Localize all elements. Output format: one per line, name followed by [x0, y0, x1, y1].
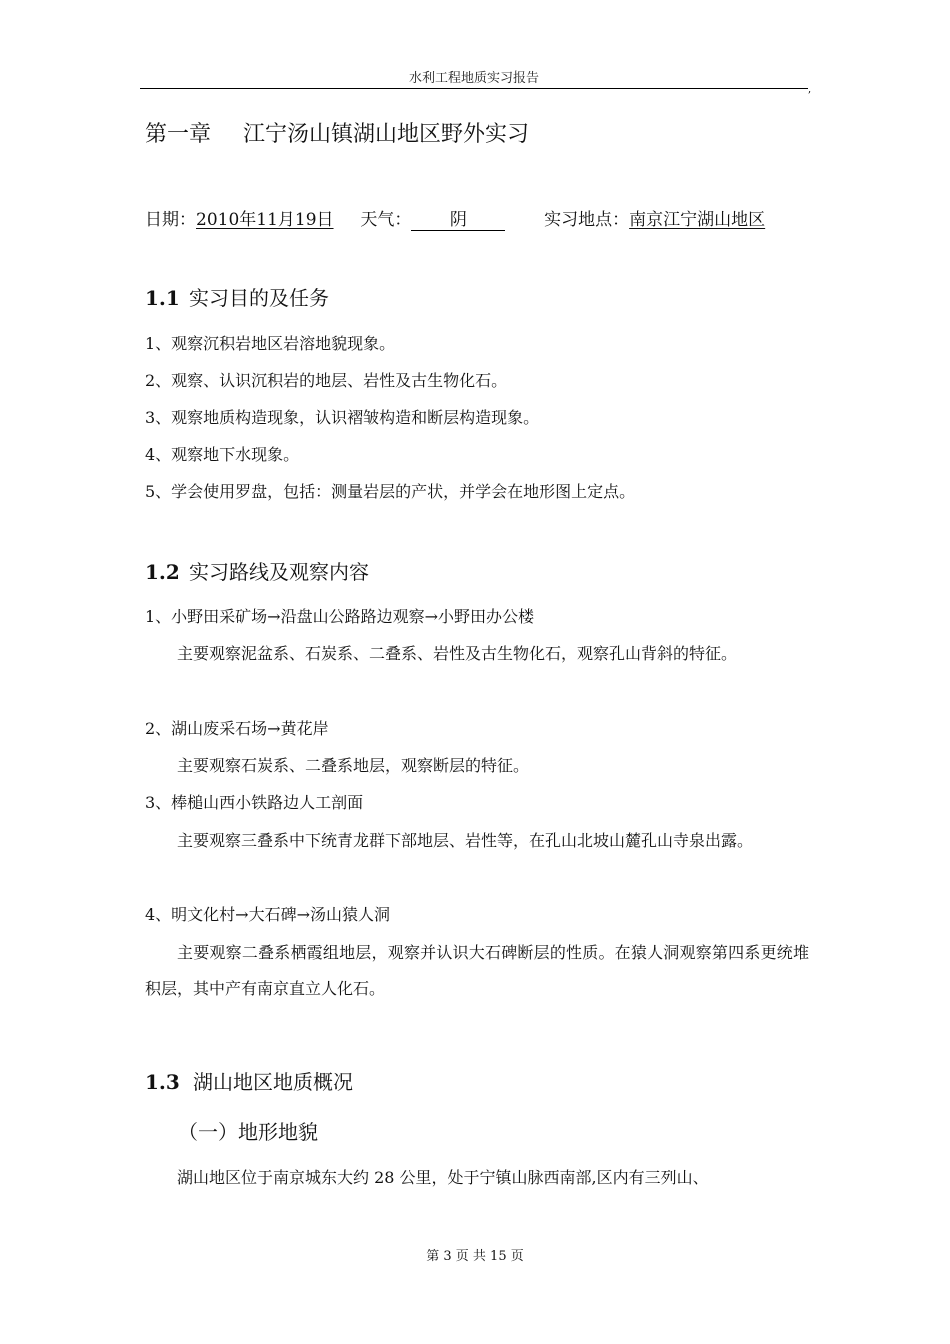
weather-value: 阴 — [411, 210, 505, 231]
route-description: 主要观察二叠系栖霞组地层，观察并认识大石碑断层的性质。在猿人洞观察第四系更统堆积层，其中产有南京直立人化石。 — [145, 943, 809, 998]
chapter-title: 江宁汤山镇湖山地区野外实习 — [243, 122, 530, 147]
section-number: 1.1 — [145, 286, 180, 310]
list-item: 1、观察沉积岩地区岩溶地貌现象。 — [145, 334, 396, 353]
route-item: 1、小野田采矿场→沿盘山公路路边观察→小野田办公楼 — [145, 607, 534, 626]
list-item: 5、学会使用罗盘，包括：测量岩层的产状，并学会在地形图上定点。 — [145, 482, 636, 501]
list-item: 2、观察、认识沉积岩的地层、岩性及古生物化石。 — [145, 371, 508, 390]
route-item: 4、明文化村→大石碑→汤山猿人洞 — [145, 905, 390, 924]
section-heading-1-1 — [145, 284, 329, 312]
section-heading-1-2 — [145, 558, 369, 586]
list-item: 4、观察地下水现象。 — [145, 445, 300, 464]
section-title: 实习路线及观察内容 — [189, 560, 369, 584]
section-title: 湖山地区地质概况 — [193, 1070, 353, 1094]
location-value: 南京江宁湖山地区 — [629, 210, 766, 230]
location-label: 实习地点： — [544, 210, 630, 230]
date-label: 日期： — [145, 210, 196, 230]
date-value: 2010年11月19日 — [196, 210, 334, 230]
route-item: 2、湖山废采石场→黄花岸 — [145, 719, 329, 738]
route-description: 主要观察泥盆系、石炭系、二叠系、岩性及古生物化石，观察孔山背斜的特征。 — [177, 644, 738, 663]
route-description: 主要观察石炭系、二叠系地层，观察断层的特征。 — [177, 756, 530, 775]
route-description: 主要观察三叠系中下统青龙群下部地层、岩性等，在孔山北坡山麓孔山寺泉出露。 — [177, 831, 754, 850]
info-line — [145, 208, 765, 232]
chapter-heading — [145, 120, 529, 150]
header-rule — [140, 88, 808, 89]
section-number: 1.3 — [145, 1070, 180, 1094]
subsection-heading: （一）地形地貌 — [178, 1120, 318, 1144]
section-number: 1.2 — [145, 560, 180, 584]
chapter-number: 第一章 — [145, 122, 212, 147]
list-item: 3、观察地质构造现象，认识褶皱构造和断层构造现象。 — [145, 408, 540, 427]
section-heading-1-3 — [145, 1068, 353, 1096]
body-paragraph: 湖山地区位于南京城东大约 28 公里，处于宁镇山脉西南部,区内有三列山、 — [177, 1168, 709, 1187]
route-item: 3、棒槌山西小铁路边人工剖面 — [145, 793, 364, 812]
page-footer: 第 3 页 共 15 页 — [426, 1249, 524, 1264]
running-header: 水利工程地质实习报告 — [408, 71, 539, 86]
header-mark: , — [808, 84, 812, 95]
section-title: 实习目的及任务 — [189, 286, 329, 310]
weather-label: 天气： — [360, 210, 412, 230]
